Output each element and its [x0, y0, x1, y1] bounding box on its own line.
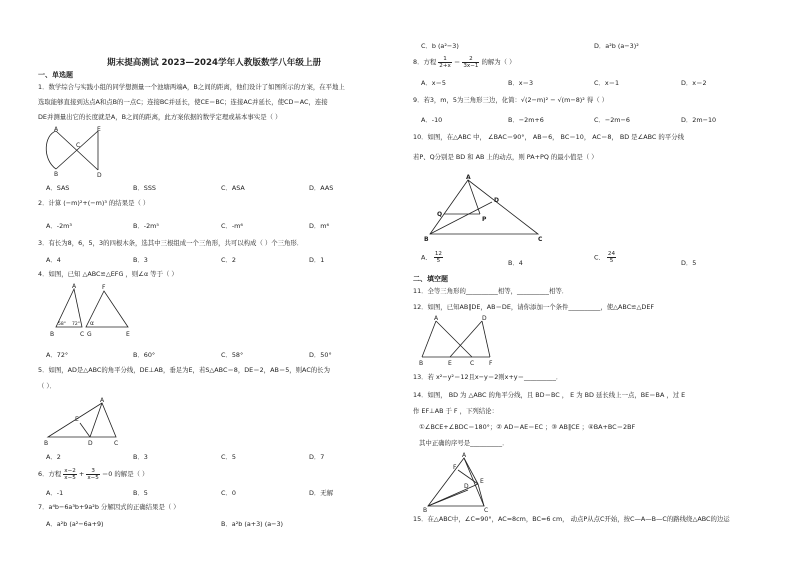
q6-suffix: ＝0 的解是（ ） — [101, 470, 149, 478]
q8-prefix: 8．方程 — [413, 58, 437, 66]
q5-option-b[interactable]: B．3 — [133, 453, 148, 461]
q14-label-e: E — [480, 478, 484, 485]
q5-text: 5．如图，AD是△ABC的角平分线，DE⊥AB，垂足为E，若S△ABC＝8，DE＝2，AB＝5，则AC的长为 — [38, 366, 330, 374]
q6-fraction-1 — [63, 468, 77, 481]
q1-label-b: B — [54, 171, 59, 178]
q12-label-b: B — [419, 360, 424, 367]
q10-option-c[interactable] — [594, 251, 616, 264]
q1-label-c: C — [76, 142, 81, 149]
q10-optC-num: 24 — [607, 251, 616, 257]
section-single-choice: 一、单选题 — [38, 71, 73, 79]
q10-option-b[interactable]: B．4 — [508, 259, 523, 267]
q4-angle-72: 72° — [72, 322, 80, 327]
q8-option-d[interactable]: D．x＝2 — [681, 79, 707, 87]
q14-label-c: C — [484, 507, 489, 514]
q1-line2: 选取能够直接到达点A和点B的一点C；连接BC并延长，使CE＝BC；连接AC并延长，使CD＝AC，连接 — [38, 98, 328, 106]
q1-option-c[interactable]: C．ASA — [221, 184, 245, 192]
q7-text: 7．a⁴b−6a³b+9a²b 分解因式的正确结果是（ ） — [38, 503, 180, 511]
q1-option-b[interactable]: B．SSS — [133, 184, 156, 192]
q12-label-a: A — [434, 315, 439, 322]
q1-line1: 1．数学综合与实践小组的同学想测量一个池塘两端A，B之间的距离，他们设计了如图所示的方案，在平地上 — [38, 83, 345, 91]
q11-text: 11．全等三角形的__________相等，__________相等． — [413, 287, 569, 295]
q4-option-d[interactable]: D．50° — [309, 351, 332, 359]
q10-line2: 若P、Q分别是 BD 和 AB 上的动点，则 PA+PQ 的最小值是（ ） — [413, 153, 598, 161]
q14-line1: 14．如图， BD 为 △ABC 的角平分线，且 BD＝BC ， E 为 BD 延长线上一点，BE＝BA ，过 E — [413, 391, 686, 399]
q7-option-c[interactable]: C．b (a²−3) — [421, 42, 459, 50]
q9-option-a[interactable]: A．-10 — [421, 116, 443, 124]
q4-label-b: B — [50, 331, 55, 338]
q6-prefix: 6．方程 — [38, 470, 62, 478]
q10-label-q: Q — [437, 211, 443, 218]
q4-label-e: E — [126, 331, 130, 338]
q7-option-b[interactable]: B．a²b (a+3) (a−3) — [221, 520, 284, 528]
q6-option-b[interactable]: B．5 — [133, 489, 148, 497]
q5-option-d[interactable]: D．7 — [309, 453, 325, 461]
q10-optA-num: 12 — [434, 251, 442, 257]
q8-option-b[interactable]: B．x＝3 — [508, 79, 534, 87]
q2-text: 2．计算 (−m)²+(−m)³ 的结果是（ ） — [38, 199, 150, 207]
q4-option-a[interactable]: A．72° — [46, 351, 69, 359]
q6-plus: + — [78, 470, 85, 478]
q10-option-a-prefix: A． — [421, 253, 432, 262]
q10-option-a[interactable] — [421, 251, 443, 264]
q6-option-c[interactable]: C．0 — [221, 489, 236, 497]
q7-option-a[interactable]: A．a²b (a²−6a+9) — [46, 520, 104, 528]
q2-option-b[interactable]: B．-2m⁵ — [133, 222, 159, 230]
q8-fraction-2 — [462, 56, 479, 69]
q1-label-d: D — [97, 172, 102, 179]
q6-f2-den: x−5 — [87, 474, 99, 481]
q10-line1: 10．如图，在△ABC 中， ∠BAC＝90°， AB＝6， BC＝10， AC＝8， BD 是∠ABC 的平分线 — [413, 133, 684, 141]
q4-angle-alpha: α — [90, 320, 94, 327]
q14-label-d: D — [464, 483, 469, 490]
q3-option-d[interactable]: D．1 — [309, 256, 325, 264]
q4-angle-58: 58° — [58, 322, 66, 327]
q12-label-e: E — [448, 360, 452, 367]
q6-option-a[interactable]: A．-1 — [46, 489, 64, 497]
q1-label-e: E — [97, 126, 101, 133]
q5-label-e: E — [75, 416, 79, 423]
q4-text: 4．如图，已知 △ABC≌△EFG ，则∠α 等于（ ） — [38, 270, 178, 278]
q8-fraction-1 — [438, 56, 452, 69]
q12-label-c: C — [470, 360, 475, 367]
q9-text: 9．若3，m，5为三角形三边，化简：√(2−m)² − √(m−8)² 得（ ） — [413, 96, 609, 104]
q4-label-f: F — [102, 284, 106, 291]
q5-figure — [40, 397, 140, 447]
q12-text: 12．如图，已知AB∥DE，AB＝DE，请你添加一个条件__________，使△ABC≌△DEF — [413, 303, 655, 311]
page-title: 期末提高测试 2023—2024学年人教版数学八年级上册 — [107, 58, 322, 68]
q12-label-d: D — [482, 315, 487, 322]
q1-line3: DE并测量出它的长度就是A，B之间的距离，此方案依据的数学定理或基本事实是（ ） — [38, 113, 282, 121]
q10-label-c: C — [538, 236, 543, 243]
q10-option-d[interactable]: D．5 — [681, 259, 697, 267]
q10-label-a: A — [466, 174, 471, 181]
q9-option-d[interactable]: D．2m−10 — [681, 116, 717, 124]
q10-option-c-prefix: C． — [594, 253, 605, 262]
q5-label-c: C — [114, 440, 119, 447]
q14-label-b: B — [423, 507, 428, 514]
q5-label-b: B — [44, 440, 49, 447]
q5-option-a[interactable]: A．2 — [46, 453, 61, 461]
q1-option-a[interactable]: A．SAS — [46, 184, 70, 192]
q15-text: 15．在△ABC中，∠C=90°，AC=8cm，BC=6 cm， 动点P从点C开始，按C—A—B—C的路线绕△ABC的边运 — [413, 515, 730, 523]
q10-label-b: B — [424, 236, 429, 243]
q10-label-d: D — [494, 197, 499, 204]
q10-label-p: P — [482, 216, 487, 223]
q6-f2-num: 3 — [86, 468, 100, 475]
q6-f1-num: x−2 — [64, 467, 76, 474]
q5-text2: （ ）． — [38, 382, 57, 390]
q8-f1-den: 2+x — [439, 62, 451, 69]
q2-option-d[interactable]: D．m⁶ — [309, 222, 330, 230]
q8-f1-num: 1 — [438, 56, 452, 63]
q3-option-b[interactable]: B．3 — [133, 256, 148, 264]
q2-option-a[interactable]: A．-2m³ — [46, 222, 72, 230]
q4-label-a: A — [72, 283, 77, 290]
q8-suffix: 的解为（ ） — [481, 58, 516, 66]
q10-option-a-fraction — [434, 251, 443, 264]
q8-equation — [413, 55, 516, 69]
q14-label-f: F — [453, 464, 457, 471]
q14-figure — [420, 450, 500, 512]
q2-option-c[interactable]: C．-m⁶ — [221, 222, 243, 230]
q1-option-d[interactable]: D．AAS — [309, 184, 334, 192]
q7-option-d[interactable]: D．a²b (a−3)² — [594, 42, 639, 50]
q8-eq: ＝ — [453, 58, 461, 66]
q6-fraction-2 — [86, 468, 100, 481]
q8-f2-den: 3x−1 — [463, 62, 479, 69]
q14-line2: 作 EF⊥AB 于 F ，下列结论： — [413, 407, 498, 415]
q12-figure — [420, 315, 520, 365]
q14-line4: 其中正确的序号是__________． — [419, 439, 509, 447]
q8-f2-num: 2 — [462, 56, 479, 63]
q6-f1-den: x−5 — [64, 474, 76, 481]
q4-label-c: C — [80, 331, 85, 338]
q10-optC-den: 5 — [609, 258, 614, 264]
q6-option-d[interactable]: D．无解 — [309, 489, 334, 497]
q10-figure — [420, 172, 550, 242]
q14-label-a: A — [462, 452, 467, 459]
q10-option-c-fraction — [607, 251, 616, 264]
q4-label-g: G — [87, 331, 92, 338]
q13-text: 13．若 x²−y²＝12且x−y＝2则x+y＝__________． — [413, 373, 563, 381]
q1-figure — [40, 125, 120, 180]
q3-option-a[interactable]: A．4 — [46, 256, 61, 264]
q3-option-c[interactable]: C．2 — [221, 256, 236, 264]
q9-option-c[interactable]: C．−2m−6 — [594, 116, 630, 124]
q5-label-d: D — [88, 440, 93, 447]
q14-line3: ①∠BCE+∠BDC＝180°；② AD＝AE＝EC ；③ AB∥CE ；④BA+BC＝2BF — [419, 423, 636, 431]
q9-option-b[interactable]: B．−2m+6 — [508, 116, 544, 124]
section-fill-blank: 二、填空题 — [413, 275, 448, 283]
q1-label-a: A — [54, 126, 59, 133]
q12-label-f: F — [489, 360, 493, 367]
q10-optA-den: 5 — [436, 258, 441, 264]
q5-label-a: A — [100, 397, 105, 404]
q5-option-c[interactable]: C．5 — [221, 453, 236, 461]
q4-option-b[interactable]: B．60° — [133, 351, 156, 359]
q8-option-c[interactable]: C．x＝1 — [594, 79, 620, 87]
q6-equation — [38, 467, 148, 481]
q8-option-a[interactable]: A．x＝5 — [421, 79, 447, 87]
q3-text: 3．有长为8，6，5，3的四根木条，选其中三根组成一个三角形，共可以构成（ ）个三角形． — [38, 239, 304, 247]
q4-option-c[interactable]: C．58° — [221, 351, 244, 359]
q4-figure — [44, 283, 144, 343]
